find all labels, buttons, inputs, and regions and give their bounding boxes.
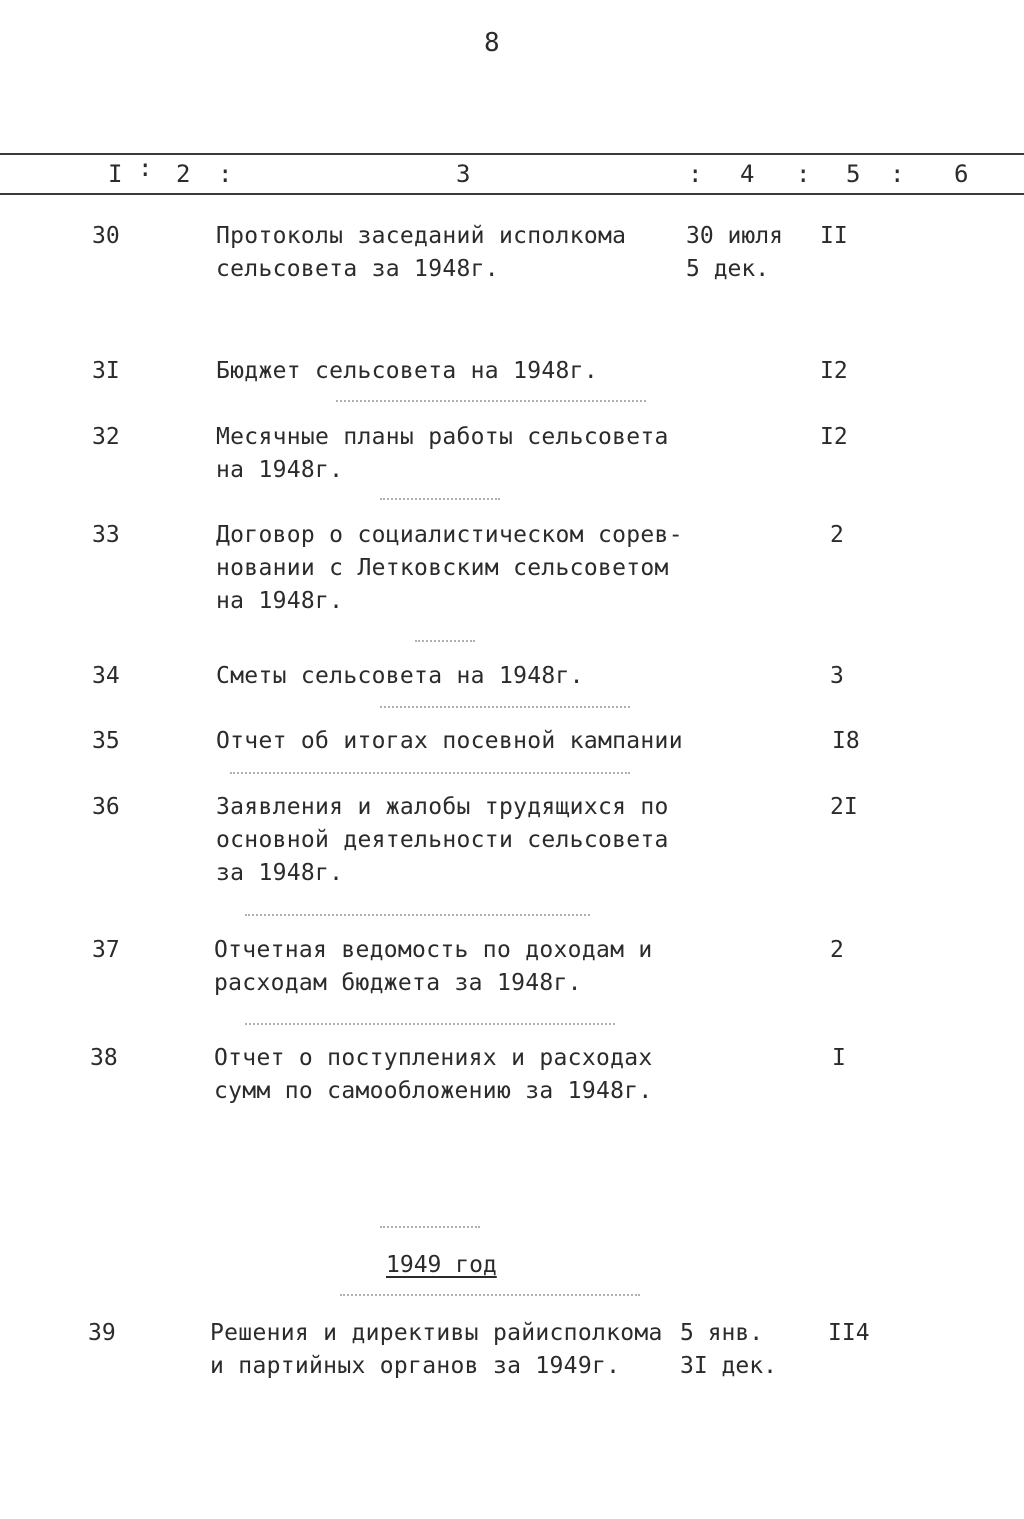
row-date-end: 5 дек.: [686, 256, 770, 282]
row-sheets: I2: [820, 358, 848, 384]
row-title: [216, 220, 676, 286]
header-col-6: 6: [954, 160, 969, 188]
row-title-line: расходам бюджета за 1948г.: [214, 970, 582, 996]
row-title-line: сумм по самообложению за 1948г.: [214, 1078, 653, 1104]
row-title-line: новании с Летковским сельсоветом: [216, 555, 669, 581]
row-sheets: II4: [828, 1320, 870, 1346]
separator-dots: [230, 772, 630, 774]
section-heading: 1949 год: [386, 1252, 497, 1278]
row-dates: [680, 1317, 800, 1383]
header-col-1: I: [108, 160, 123, 188]
row-title-line: Отчетная ведомость по доходам и: [214, 937, 653, 963]
separator-dots: [380, 706, 630, 708]
row-title-line: Решения и директивы райисполкома: [210, 1320, 663, 1346]
row-sheets: I8: [832, 728, 860, 754]
row-sheets: 2: [830, 937, 844, 963]
header-col-4: 4: [740, 160, 755, 188]
row-title-line: на 1948г.: [216, 457, 344, 483]
row-number: 3I: [92, 358, 120, 384]
row-title-line: Месячные планы работы сельсовета: [216, 424, 669, 450]
row-title: [216, 725, 683, 758]
row-title-line: Договор о социалистическом сорев-: [216, 522, 683, 548]
separator-dots: [245, 1023, 615, 1025]
row-title-line: Отчет об итогах посевной кампании: [216, 728, 683, 754]
table-header-bottom-rule: [0, 193, 1024, 195]
row-sheets: I: [832, 1045, 846, 1071]
row-title-line: Отчет о поступлениях и расходах: [214, 1045, 653, 1071]
row-title: [216, 791, 676, 890]
header-separator: :: [218, 160, 233, 188]
header-separator: :: [796, 160, 811, 188]
separator-dots: [245, 914, 590, 916]
header-separator: :: [688, 160, 703, 188]
row-title: [216, 355, 676, 388]
row-title-line: Заявления и жалобы трудящихся по: [216, 794, 669, 820]
row-dates: [686, 220, 806, 286]
row-number: 39: [88, 1320, 116, 1346]
row-number: 38: [90, 1045, 118, 1071]
separator-dots: [380, 1226, 480, 1228]
row-title-line: Сметы сельсовета на 1948г.: [216, 663, 584, 689]
row-title-line: Протоколы заседаний исполкома: [216, 223, 627, 249]
separator-dots: [380, 498, 500, 500]
row-title-line: за 1948г.: [216, 860, 344, 886]
row-title: [214, 1042, 674, 1108]
row-title-line: Бюджет сельсовета на 1948г.: [216, 358, 598, 384]
table-header-top-rule: [0, 153, 1024, 155]
row-sheets: I2: [820, 424, 848, 450]
row-title: [216, 660, 676, 693]
header-separator: :: [138, 154, 153, 182]
row-number: 32: [92, 424, 120, 450]
row-title-line: сельсовета за 1948г.: [216, 256, 499, 282]
separator-dots: [340, 1294, 640, 1296]
row-title: [210, 1317, 670, 1383]
row-sheets: 2: [830, 522, 844, 548]
row-date-end: 3I дек.: [680, 1353, 777, 1379]
row-number: 30: [92, 223, 120, 249]
row-number: 36: [92, 794, 120, 820]
separator-dots: [336, 400, 646, 402]
row-title-line: на 1948г.: [216, 588, 344, 614]
row-number: 37: [92, 937, 120, 963]
row-date-start: 30 июля: [686, 223, 783, 249]
row-sheets: 2I: [830, 794, 858, 820]
header-col-3: 3: [456, 160, 471, 188]
row-title-line: и партийных органов за 1949г.: [210, 1353, 621, 1379]
row-title: [216, 421, 676, 487]
header-col-2: 2: [176, 160, 191, 188]
row-number: 35: [92, 728, 120, 754]
header-separator: :: [890, 160, 905, 188]
row-date-start: 5 янв.: [680, 1320, 764, 1346]
row-title: [214, 934, 674, 1000]
row-title-line: основной деятельности сельсовета: [216, 827, 669, 853]
separator-dots: [415, 640, 475, 642]
row-sheets: 3: [830, 663, 844, 689]
header-col-5: 5: [846, 160, 861, 188]
row-title: [216, 519, 683, 618]
page-number: 8: [484, 28, 500, 58]
row-number: 33: [92, 522, 120, 548]
row-sheets: II: [820, 223, 848, 249]
row-number: 34: [92, 663, 120, 689]
